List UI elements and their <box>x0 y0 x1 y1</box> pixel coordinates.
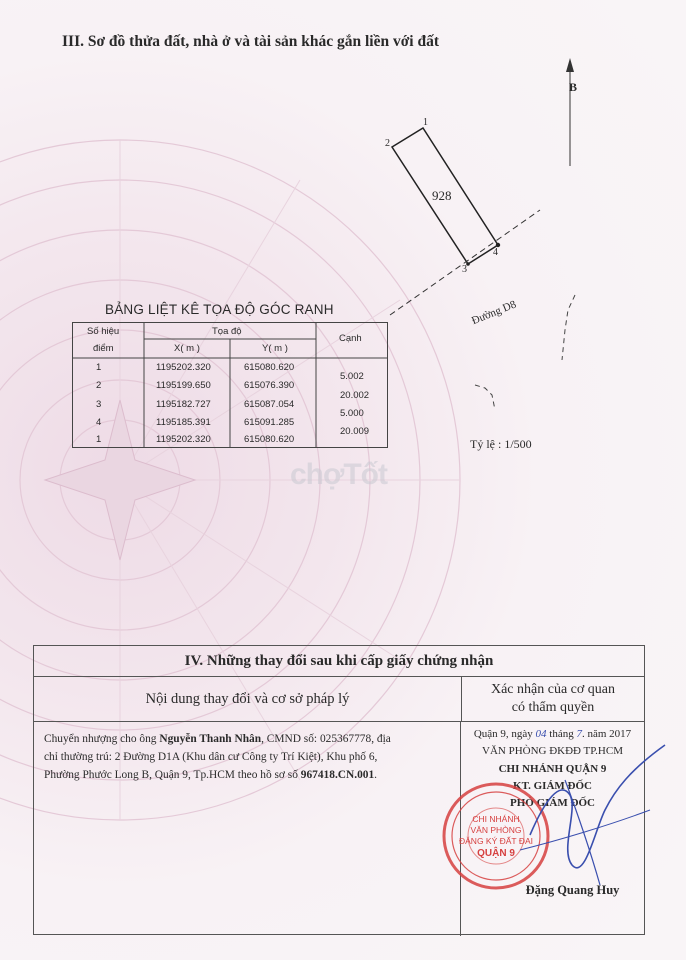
content-line-1a: Chuyển nhượng cho ông <box>44 733 160 745</box>
point-label-3: 3 <box>462 264 467 275</box>
stamp-text-4: QUẬN 9 <box>477 848 515 859</box>
table-head-edge: Cạnh <box>339 333 362 344</box>
edge-1-2: 5.002 <box>340 371 364 382</box>
content-line-3a: Phường Phước Long B, Quận 9, Tp.HCM theo hồ sơ số <box>44 769 301 781</box>
point-label-4: 4 <box>493 247 498 258</box>
table-row-4-x: 1195185.391 <box>156 417 211 428</box>
branch-name: CHI NHÁNH QUẬN 9 <box>498 763 607 775</box>
file-number: 967418.CN.001 <box>300 769 375 781</box>
changes-header-row <box>34 677 644 722</box>
on-behalf-title: KT. GIÁM ĐỐC <box>513 780 592 792</box>
date-month: 7 <box>576 728 582 740</box>
edge-4-1: 20.009 <box>340 426 370 437</box>
table-row-3-y: 615087.054 <box>244 399 295 410</box>
table-head-point-2: điểm <box>93 343 114 354</box>
point-label-2: 2 <box>385 138 390 149</box>
watermark-logo: chợTốt <box>290 458 387 491</box>
change-content <box>34 722 461 936</box>
table-row-1-y: 615080.620 <box>244 362 295 373</box>
table-row-5-x: 1195202.320 <box>156 434 211 445</box>
edge-2-3: 20.002 <box>340 390 370 401</box>
section-4-title: IV. Những thay đổi sau khi cấp giấy chứng nhận <box>34 646 644 677</box>
signature-icon <box>500 740 670 890</box>
stamp-text-2: VĂN PHÒNG <box>470 825 522 835</box>
table-row-1-point: 1 <box>96 362 102 373</box>
column-confirmation-header <box>462 677 644 721</box>
signer-name: Đặng Quang Huy <box>525 883 620 897</box>
deputy-title: PHÓ GIÁM ĐỐC <box>510 797 595 809</box>
coordinate-table-title: BẢNG LIỆT KÊ TỌA ĐỘ GÓC RANH <box>105 302 334 317</box>
table-row-5-point: 1 <box>96 434 102 445</box>
date-suffix: . năm 2017 <box>581 728 632 740</box>
table-row-3-x: 1195182.727 <box>156 399 211 410</box>
column-content-header: Nội dung thay đổi và cơ sở pháp lý <box>34 677 462 721</box>
table-row-5-y: 615080.620 <box>244 434 295 445</box>
table-head-coords: Tọa độ <box>212 326 242 337</box>
table-row-2-x: 1195199.650 <box>156 380 211 391</box>
table-row-2-point: 2 <box>96 380 102 391</box>
table-head-point-1: Số hiệu <box>87 326 120 337</box>
stamp-text-3: ĐĂNG KÝ ĐẤT ĐAI <box>459 836 533 846</box>
content-line-3b: . <box>374 769 378 781</box>
scale-label: Tỷ lệ : 1/500 <box>470 437 532 451</box>
table-row-3-point: 3 <box>96 399 102 410</box>
table-row-4-y: 615091.285 <box>244 417 295 428</box>
confirmation-header-line-1: Xác nhận của cơ quan <box>490 682 615 697</box>
table-head-y: Y( m ) <box>262 343 288 354</box>
edge-3-4: 5.000 <box>340 408 364 419</box>
stamp-text-1: CHI NHÁNH <box>472 814 520 824</box>
buyer-name: Nguyễn Thanh Nhân <box>159 733 262 745</box>
table-row-2-y: 615076.390 <box>244 380 295 391</box>
parcel-number: 928 <box>432 188 452 203</box>
table-row-1-x: 1195202.320 <box>156 362 211 373</box>
table-head-x: X( m ) <box>174 343 200 354</box>
street-name: Đường D8 <box>470 298 519 328</box>
point-label-1: 1 <box>423 117 428 128</box>
office-name: VĂN PHÒNG ĐKĐĐ TP.HCM <box>482 745 623 757</box>
content-line-2: chỉ thường trú: 2 Đường D1A (Khu dân cư Công ty Trí Kiệt), Khu phố 6, <box>44 751 378 763</box>
table-row-4-point: 4 <box>96 417 102 428</box>
date-mid: tháng <box>546 728 577 740</box>
content-line-1b: , CMND số: 025367778, địa <box>261 733 391 745</box>
date-day: 04 <box>535 728 547 740</box>
date-prefix: Quận 9, ngày <box>473 728 536 740</box>
confirmation-header-line-2: có thẩm quyền <box>511 700 595 715</box>
north-label: B <box>569 80 578 94</box>
confirmation-date <box>461 728 644 740</box>
neighbor-boundary <box>470 270 590 420</box>
section-3-title: III. Sơ đồ thửa đất, nhà ở và tài sản khác gắn liền với đất <box>62 33 440 50</box>
